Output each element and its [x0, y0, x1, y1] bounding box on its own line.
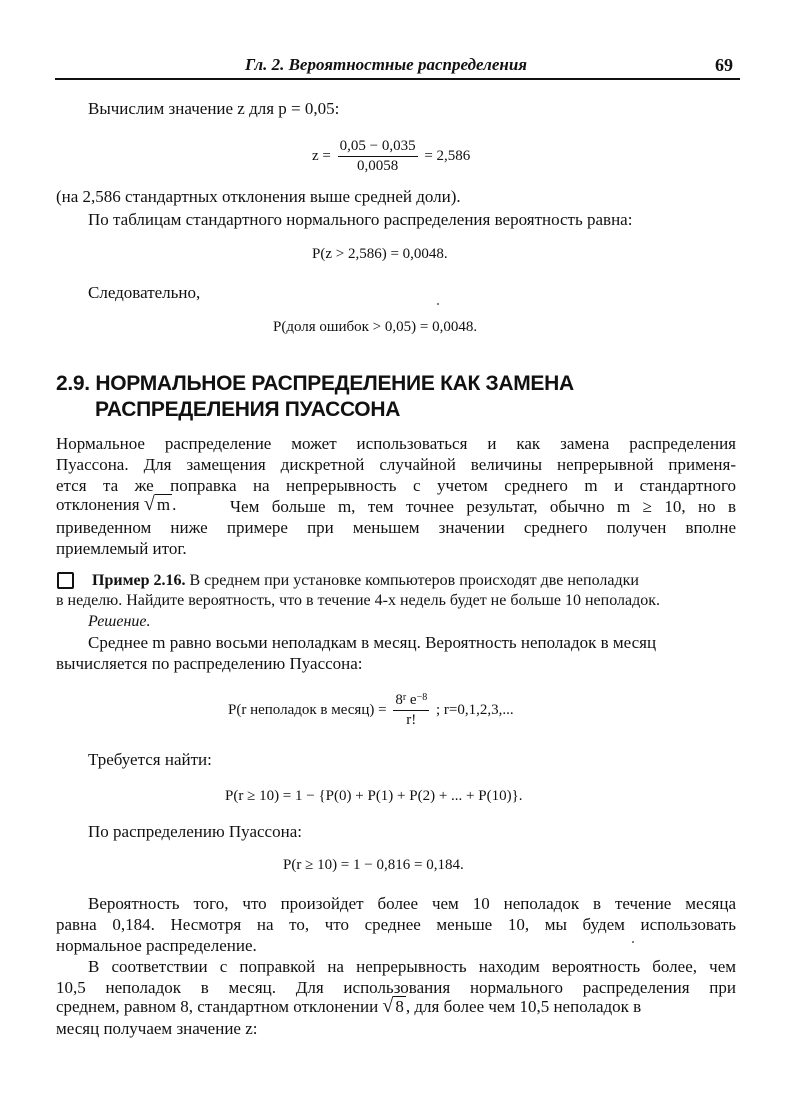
page-number: 69: [715, 55, 733, 75]
text-span: , для более чем 10,5 неполадок в: [405, 997, 642, 1016]
paragraph-line: В соответствии с поправкой на непрерывность находим вероятность более, чем: [88, 957, 736, 976]
paragraph-line: нормальное распределение.: [56, 936, 257, 955]
sqrt-argument: m: [156, 495, 171, 514]
paragraph-line: равна 0,184. Несмотря на то, что среднее меньше 10, мы будем использовать: [56, 915, 736, 934]
example-label: Пример 2.16.: [92, 572, 186, 589]
paragraph-line: Пуассона. Для замещения дискретной случайной величины непрерывной применя-: [56, 455, 736, 474]
fraction-denominator: r!: [406, 712, 417, 728]
paragraph-line: приемлемый итог.: [56, 539, 187, 558]
section-title-line2: РАСПРЕДЕЛЕНИЯ ПУАССОНА: [95, 398, 401, 421]
formula-lhs: P(r неполадок в месяц) =: [228, 701, 387, 718]
speck: [437, 303, 439, 305]
sqrt-argument: 8: [395, 997, 404, 1016]
text-line: По таблицам стандартного нормального распределения вероятность равна:: [88, 210, 633, 229]
solution-line: Среднее m равно восьми неполадкам в месяц. Вероятность неполадок в месяц: [88, 633, 657, 652]
formula-prob: P(z > 2,586) = 0,0048.: [312, 246, 448, 262]
paragraph-line: приведенном ниже примере при меньшем значении среднего получен вполне: [56, 518, 736, 537]
example-text: В среднем при установке компьютеров происходят две неполадки: [189, 572, 639, 589]
header-rule: [55, 78, 740, 80]
formula-need: P(r ≥ 10) = 1 − {P(0) + P(1) + P(2) + ... + P(10)}.: [225, 788, 523, 804]
formula-poisson: [228, 692, 514, 729]
formula-errors: P(доля ошибок > 0,05) = 0,0048.: [273, 319, 478, 335]
num-base: 8: [395, 692, 403, 708]
sqrt-symbol: √: [382, 995, 394, 1017]
section-title-line1: 2.9. НОРМАЛЬНОЕ РАСПРЕДЕЛЕНИЕ КАК ЗАМЕНА: [56, 372, 574, 395]
paragraph-line: 10,5 неполадок в месяц. Для использования нормального распределения при: [56, 978, 736, 997]
paragraph-line: Чем больше m, тем точнее результат, обычно m ≥ 10, но в: [230, 497, 736, 516]
fraction: [393, 692, 429, 729]
paragraph-line-sqrt: [56, 996, 641, 1017]
solution-label: Решение.: [88, 613, 151, 630]
paragraph-line: ется та же поправка на непрерывность с учетом среднего m и стандартного: [56, 476, 736, 495]
sqrt-symbol: √: [143, 493, 155, 515]
text-line: (на 2,586 стандартных отклонения выше средней доли).: [56, 187, 461, 206]
formula-result: P(r ≥ 10) = 1 − 0,816 = 0,184.: [283, 857, 464, 873]
text-line: По распределению Пуассона:: [88, 822, 302, 841]
text-line: Требуется найти:: [88, 750, 212, 769]
example-line: в неделю. Найдите вероятность, что в течение 4-х недель будет не больше 10 неполадок.: [56, 592, 660, 609]
paragraph-line: месяц получаем значение z:: [56, 1019, 258, 1038]
text-line: Следовательно,: [88, 283, 201, 302]
formula-lhs: z =: [312, 147, 331, 164]
speck: [632, 941, 634, 943]
fraction: [338, 138, 418, 175]
num-exponent: r: [402, 692, 407, 703]
paragraph-line-sqrt-prefix: отклонения √ m .: [56, 493, 177, 515]
solution-line: вычисляется по распределению Пуассона:: [56, 654, 363, 673]
num-exponent: −8: [416, 692, 428, 703]
fraction-numerator: [393, 692, 429, 711]
formula-rhs: = 2,586: [424, 147, 471, 164]
text-line: Вычислим значение z для p = 0,05:: [88, 99, 340, 118]
chapter-header: Гл. 2. Вероятностные распределения: [245, 55, 528, 74]
fraction-denominator: 0,0058: [356, 158, 399, 174]
paragraph-line: Вероятность того, что произойдет более чем 10 неполадок в течение месяца: [88, 894, 736, 913]
text-span: среднем, равном 8, стандартном отклонении: [56, 997, 379, 1016]
example-line: [92, 571, 639, 591]
num-e: e: [406, 692, 417, 708]
formula-rhs: ; r=0,1,2,3,...: [435, 701, 514, 718]
paragraph-line: Нормальное распределение может использоваться и как замена распределения: [56, 434, 736, 453]
text-span: отклонения: [56, 495, 140, 514]
fraction-numerator: 0,05 − 0,035: [338, 138, 418, 157]
example-marker-icon: [57, 572, 74, 589]
formula-z: [312, 138, 470, 175]
